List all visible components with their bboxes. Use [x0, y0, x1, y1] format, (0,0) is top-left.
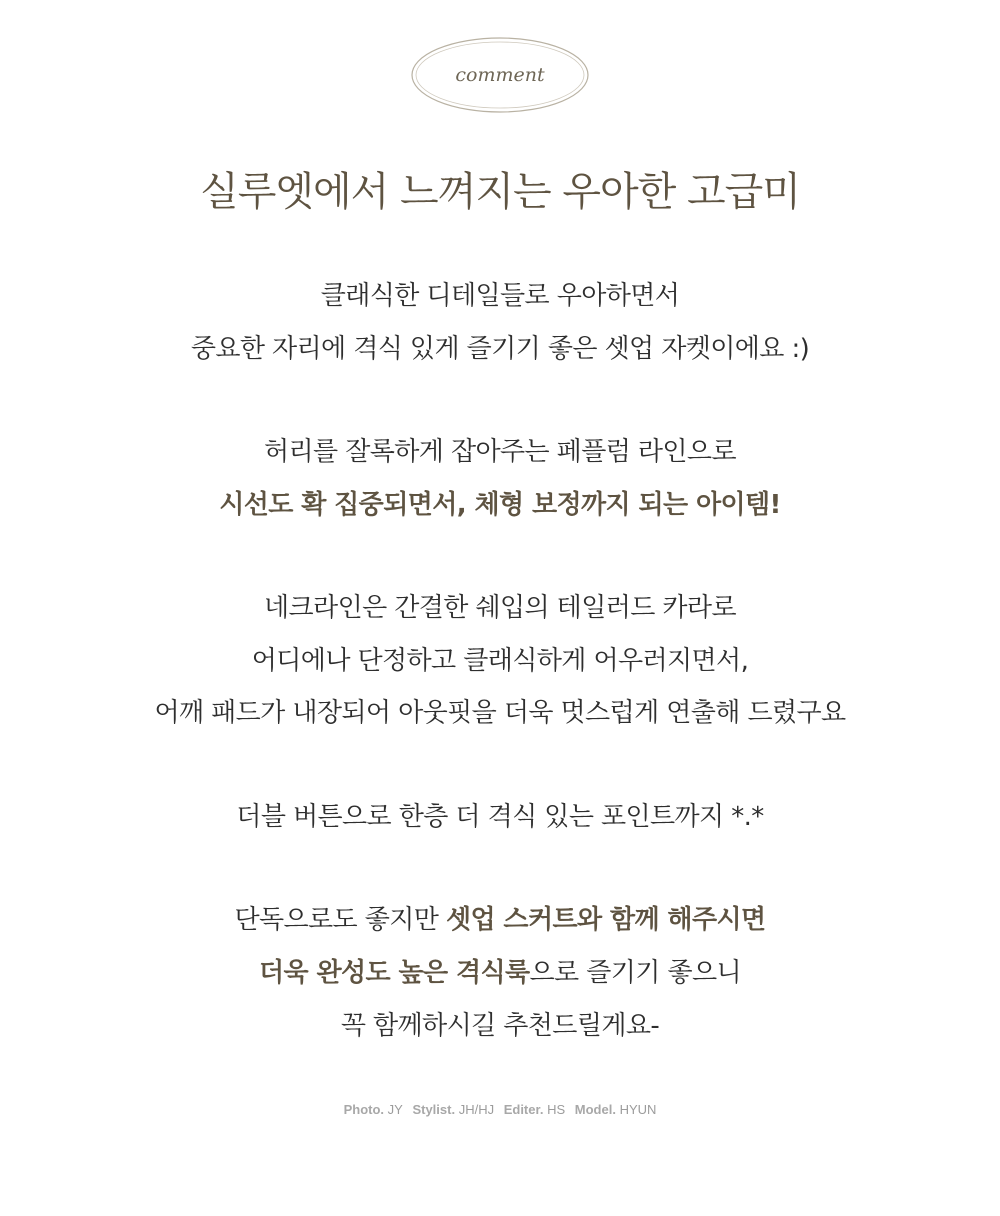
- p5-line2-plain: 으로 즐기기 좋으니: [529, 958, 741, 988]
- p5-line1: [0, 902, 1000, 938]
- p2-line1: 허리를 잘록하게 잡아주는 페플럼 라인으로: [264, 437, 736, 467]
- comment-badge: [410, 36, 590, 114]
- p4-line1: 더블 버튼으로 한층 더 격식 있는 포인트까지 *.*: [236, 802, 764, 832]
- editer-label: Editer.: [503, 1102, 544, 1117]
- comment-badge-label: comment: [455, 64, 545, 86]
- p1-line2: 중요한 자리에 격식 있게 즐기기 좋은 셋업 자켓이에요 :): [190, 334, 810, 364]
- p5-line2: [0, 955, 1000, 991]
- credits: [0, 1100, 1000, 1120]
- stylist-value: JH/HJ: [458, 1102, 495, 1117]
- p3-line2: 어디에나 단정하고 클래식하게 어우러지면서,: [251, 646, 749, 676]
- p5-line1-bold: 셋업 스커트와 함께 해주시면: [445, 905, 766, 935]
- model-label: Model.: [574, 1102, 616, 1117]
- photo-label: Photo.: [343, 1102, 385, 1117]
- p3-line1: 네크라인은 간결한 쉐입의 테일러드 카라로: [264, 593, 736, 623]
- p1-line1: 클래식한 디테일들로 우아하면서: [320, 281, 680, 311]
- editer-value: HS: [547, 1102, 566, 1117]
- p5-line2-bold: 더욱 완성도 높은 격식룩: [259, 958, 530, 988]
- p2-line2-bold: 시선도 확 집중되면서, 체형 보정까지 되는 아이템!: [219, 490, 781, 520]
- p5-line1-plain: 단독으로도 좋지만: [234, 905, 446, 935]
- photo-value: JY: [387, 1102, 403, 1117]
- p5-line3: 꼭 함께하시길 추천드릴게요-: [340, 1011, 660, 1041]
- headline: 실루엣에서 느껴지는 우아한 고급미: [200, 169, 800, 215]
- p2-line2: [0, 487, 1000, 523]
- model-value: HYUN: [619, 1102, 657, 1117]
- p3-line3: 어깨 패드가 내장되어 아웃핏을 더욱 멋스럽게 연출해 드렸구요: [154, 698, 846, 728]
- stylist-label: Stylist.: [412, 1102, 456, 1117]
